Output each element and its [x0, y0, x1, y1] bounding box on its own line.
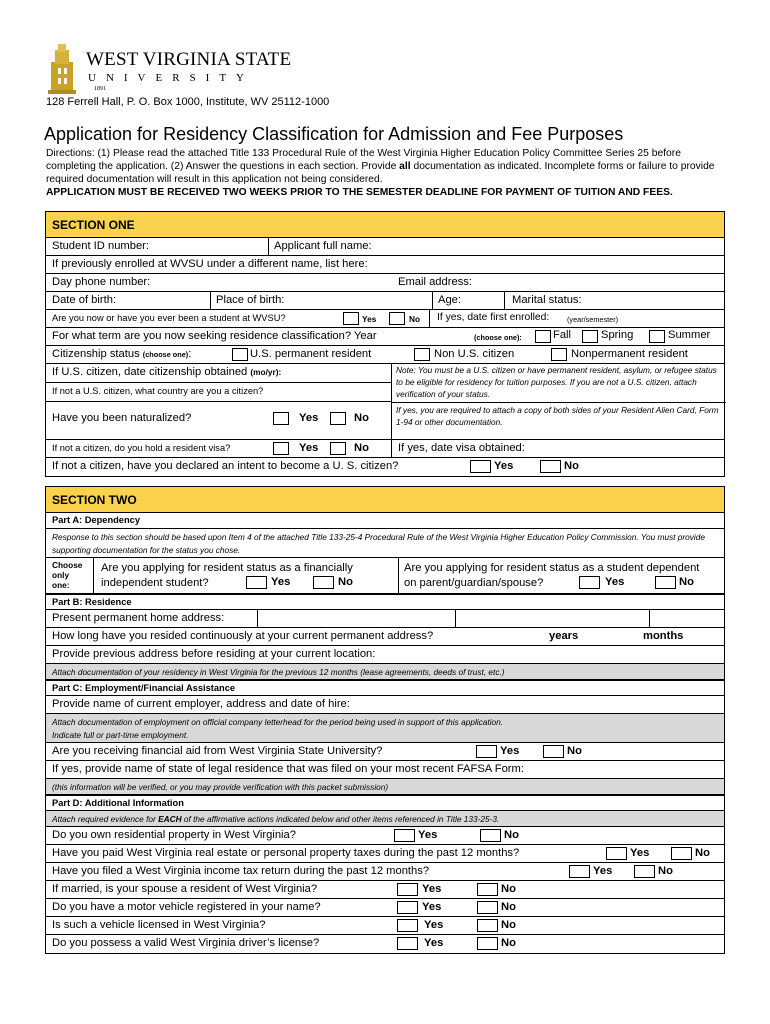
- fafsa-question: If yes, provide name of state of legal residence that was filed on your most recent FAFSA Form:: [52, 763, 524, 775]
- country-cell: [46, 383, 391, 402]
- country-question: If not a U.S. citizen, what country are you a citizen?: [52, 386, 264, 396]
- part-d-note-row: [46, 811, 724, 827]
- spring-checkbox[interactable]: [582, 330, 598, 343]
- drivers-license-yes-label: Yes: [424, 937, 444, 949]
- dependent-yes-checkbox[interactable]: [579, 576, 600, 589]
- income-tax-question: Have you filed a West Virginia income tax return during the past 12 months?: [52, 865, 430, 877]
- dependent-question-line1: Are you applying for resident status as a student dependent: [404, 562, 700, 574]
- fall-checkbox[interactable]: [535, 330, 551, 343]
- pob-label: Place of birth:: [216, 294, 285, 306]
- tower-logo-icon: [48, 44, 78, 96]
- row-prev-address: [46, 646, 724, 664]
- row-wvsu-student: [46, 310, 724, 328]
- non-us-checkbox[interactable]: [414, 348, 430, 361]
- financial-aid-yes-checkbox[interactable]: [476, 745, 497, 758]
- naturalized-cell: [46, 402, 391, 440]
- wvsu-yes-checkbox[interactable]: [343, 312, 359, 325]
- drivers-license-yes-checkbox[interactable]: [397, 937, 418, 950]
- vehicle-licensed-yes-checkbox[interactable]: [397, 919, 418, 932]
- row-employer: [46, 696, 724, 714]
- intent-no-checkbox[interactable]: [540, 460, 561, 473]
- logo-year: 1891: [94, 86, 106, 92]
- spouse-no-checkbox[interactable]: [477, 883, 498, 896]
- part-b-note: Attach documentation of your residency in West Virginia for the previous 12 months (lease agreements, deeds of trust, etc.): [52, 667, 505, 677]
- financial-aid-no-checkbox[interactable]: [543, 745, 564, 758]
- row-intent: [46, 458, 724, 476]
- spring-label: Spring: [601, 329, 634, 341]
- row-vehicle-licensed: [46, 917, 724, 935]
- marital-label: Marital status:: [512, 294, 582, 306]
- visa-date-label: If yes, date visa obtained:: [398, 442, 525, 454]
- naturalized-no-checkbox[interactable]: [330, 412, 346, 425]
- vehicle-yes-checkbox[interactable]: [397, 901, 418, 914]
- row-how-long: [46, 628, 724, 646]
- part-a-row: [46, 513, 724, 529]
- deadline-notice: APPLICATION MUST BE RECEIVED TWO WEEKS PRIOR TO THE SEMESTER DEADLINE FOR PAYMENT OF TUITION AND FEES.: [46, 187, 673, 198]
- row-prev-name: [46, 256, 724, 274]
- row-perm-address: [46, 610, 724, 628]
- part-a-heading: Part A: Dependency: [52, 515, 140, 525]
- part-b-note-row: [46, 664, 724, 680]
- spouse-yes-label: Yes: [422, 883, 442, 895]
- taxes-question: Have you paid West Virginia real estate or personal property taxes during the past 12 months?: [52, 847, 520, 859]
- row-citizenship: [46, 346, 724, 364]
- intent-question: If not a citizen, have you declared an intent to become a U. S. citizen?: [52, 460, 399, 472]
- prev-address-label: Provide previous address before residing at your current location:: [52, 648, 376, 660]
- page-title: Application for Residency Classification for Admission and Fee Purposes: [44, 124, 624, 144]
- nonpermanent-checkbox[interactable]: [551, 348, 567, 361]
- section-two: [45, 486, 725, 954]
- section-one: [45, 211, 725, 477]
- financial-aid-no-label: No: [567, 745, 582, 757]
- naturalized-note: If yes, you are required to attach a copy of both sides of your Resident Alien Card, Form 1-94 or other documentation.: [396, 405, 719, 427]
- part-a-note: Response to this section should be based upon Item 4 of the attached Title 133-25-4 Procedural Rule of the West Virginia Higher Education Policy Commission. You must provide supporting documentation for the status you chose.: [52, 532, 705, 555]
- email-label: Email address:: [398, 276, 472, 288]
- row-birth: [46, 292, 724, 310]
- dependent-no-checkbox[interactable]: [655, 576, 676, 589]
- vehicle-yes-label: Yes: [422, 901, 442, 913]
- property-yes-checkbox[interactable]: [394, 829, 415, 842]
- citizenship-details: [46, 364, 724, 440]
- us-date-cell: [46, 364, 391, 383]
- fall-label: Fall: [553, 329, 572, 341]
- taxes-no-label: No: [695, 847, 710, 859]
- dependency-choices: [46, 558, 724, 594]
- choose-only-one: Choose only one:: [52, 560, 83, 590]
- wvsu-no-checkbox[interactable]: [389, 312, 405, 325]
- vehicle-question: Do you have a motor vehicle registered in your name?: [52, 901, 321, 913]
- independent-no-checkbox[interactable]: [313, 576, 334, 589]
- income-tax-yes-label: Yes: [593, 865, 613, 877]
- spouse-yes-checkbox[interactable]: [397, 883, 418, 896]
- part-d-row: [46, 795, 724, 811]
- taxes-yes-checkbox[interactable]: [606, 847, 627, 860]
- full-name-label: Applicant full name:: [274, 240, 372, 252]
- university-logo: [48, 44, 292, 96]
- us-permanent-label: U.S. permanent resident: [250, 348, 372, 360]
- day-phone-label: Day phone number:: [52, 276, 151, 288]
- nonpermanent-label: Nonpermanent resident: [571, 348, 688, 360]
- independent-question-line2: independent student?: [101, 577, 209, 589]
- part-d-heading: Part D: Additional Information: [52, 798, 184, 808]
- property-question: Do you own residential property in West Virginia?: [52, 829, 296, 841]
- vehicle-licensed-no-label: No: [501, 919, 516, 931]
- summer-label: Summer: [668, 329, 711, 341]
- citizenship-label: Citizenship status (choose one):: [52, 348, 192, 360]
- naturalized-yes-checkbox[interactable]: [273, 412, 289, 425]
- wvsu-student-question: Are you now or have you ever been a student at WVSU?: [52, 313, 286, 323]
- independent-yes-checkbox[interactable]: [246, 576, 267, 589]
- row-property: [46, 827, 724, 845]
- row-financial-aid: [46, 743, 724, 761]
- logo-name: WEST VIRGINIA STATE: [86, 49, 292, 70]
- taxes-yes-label: Yes: [630, 847, 650, 859]
- dependent-question-line2: on parent/guardian/spouse?: [404, 577, 544, 589]
- row-phone-email: [46, 274, 724, 292]
- term-question: For what term are you now seeking residence classification? Year: [52, 330, 377, 342]
- part-c-note: Attach documentation of employment on official company letterhead for the period being used in support of this application. Indicate full or part-time employment.: [52, 717, 504, 740]
- summer-checkbox[interactable]: [649, 330, 665, 343]
- date-first-enrolled-label: If yes, date first enrolled:: [437, 312, 550, 323]
- row-term: [46, 328, 724, 346]
- property-yes-label: Yes: [418, 829, 438, 841]
- row-vehicle: [46, 899, 724, 917]
- intent-yes-checkbox[interactable]: [470, 460, 491, 473]
- us-date-label: If U.S. citizen, date citizenship obtained (mo/yr):: [52, 366, 282, 378]
- logo-subtitle: UNIVERSITY: [88, 72, 254, 84]
- part-c-note-row: [46, 714, 724, 743]
- income-tax-no-label: No: [658, 865, 673, 877]
- vehicle-licensed-yes-label: Yes: [424, 919, 444, 931]
- naturalized-question: Have you been naturalized?: [52, 412, 192, 424]
- vehicle-licensed-question: Is such a vehicle licensed in West Virginia?: [52, 919, 266, 931]
- intent-yes-label: Yes: [494, 460, 514, 472]
- financial-aid-yes-label: Yes: [500, 745, 520, 757]
- vehicle-no-checkbox[interactable]: [477, 901, 498, 914]
- student-id-label: Student ID number:: [52, 240, 150, 252]
- fafsa-note: (this information will be verified, or you may provide verification with this packet submission): [52, 782, 389, 792]
- drivers-license-no-label: No: [501, 937, 516, 949]
- visa-yes-checkbox[interactable]: [273, 442, 289, 455]
- non-us-label: Non U.S. citizen: [434, 348, 515, 360]
- drivers-license-question: Do you possess a valid West Virginia driver’s license?: [52, 937, 320, 949]
- us-permanent-checkbox[interactable]: [232, 348, 248, 361]
- spouse-no-label: No: [501, 883, 516, 895]
- visa-no-checkbox[interactable]: [330, 442, 346, 455]
- naturalized-no-label: No: [354, 412, 369, 424]
- part-c-heading: Part C: Employment/Financial Assistance: [52, 683, 236, 693]
- vehicle-licensed-no-checkbox[interactable]: [477, 919, 498, 932]
- wvsu-no-label: No: [409, 314, 421, 324]
- university-address: 128 Ferrell Hall, P. O. Box 1000, Institute, WV 25112-1000: [46, 96, 330, 108]
- independent-no-label: No: [338, 576, 353, 588]
- prev-name-label: If previously enrolled at WVSU under a different name, list here:: [52, 258, 368, 270]
- spouse-question: If married, is your spouse a resident of West Virginia?: [52, 883, 318, 895]
- row-fafsa: [46, 761, 724, 779]
- drivers-license-no-checkbox[interactable]: [477, 937, 498, 950]
- directions: Directions: (1) Please read the attached Title 133 Procedural Rule of the West Virginia Higher Education Policy Committee Series 25 before completing the application. (2) Answer the questions in each section. Provide all documentation as indicated. Incomplete forms or failure to provide required documentation will result in this application not being considered. APPLICATION MUST BE RECEIVED TWO WEEKS PRIOR TO THE SEMESTER DEADLINE FOR PAYMENT OF TUITION AND FEES.: [46, 148, 715, 198]
- months-label: months: [643, 630, 684, 642]
- part-b-row: [46, 594, 724, 610]
- independent-yes-label: Yes: [271, 576, 291, 588]
- naturalized-yes-label: Yes: [299, 412, 319, 424]
- part-a-note-row: [46, 529, 724, 558]
- term-choose-one: (choose one):: [474, 333, 522, 342]
- fafsa-note-row: [46, 779, 724, 795]
- visa-no-label: No: [354, 442, 369, 454]
- section-one-heading: SECTION ONE: [46, 212, 724, 238]
- row-visa: [46, 440, 724, 458]
- row-id-name: [46, 238, 724, 256]
- taxes-no-checkbox[interactable]: [671, 847, 692, 860]
- vehicle-no-label: No: [501, 901, 516, 913]
- intent-no-label: No: [564, 460, 579, 472]
- dob-label: Date of birth:: [52, 294, 117, 306]
- row-income-tax: [46, 863, 724, 881]
- row-taxes: [46, 845, 724, 863]
- employer-label: Provide name of current employer, address and date of hire:: [52, 698, 350, 710]
- property-no-label: No: [504, 829, 519, 841]
- visa-yes-label: Yes: [299, 442, 319, 454]
- income-tax-no-checkbox[interactable]: [634, 865, 655, 878]
- income-tax-yes-checkbox[interactable]: [569, 865, 590, 878]
- dependent-yes-label: Yes: [605, 576, 625, 588]
- financial-aid-question: Are you receiving financial aid from West Virginia State University?: [52, 745, 383, 757]
- note-divider: [391, 402, 726, 403]
- citizen-note: Note: You must be a U.S. citizen or have permanent resident, asylum, or refugee status to be eligible for residency for tuition purposes. If you are not a U.S. citizen, attach verification of your status.: [396, 365, 717, 399]
- years-label: years: [549, 630, 579, 642]
- part-b-heading: Part B: Residence: [52, 597, 132, 607]
- visa-question: If not a citizen, do you hold a resident visa?: [52, 443, 231, 453]
- row-spouse: [46, 881, 724, 899]
- age-label: Age:: [438, 294, 462, 306]
- date-first-hint: (year/semester): [567, 315, 619, 324]
- dependent-no-label: No: [679, 576, 694, 588]
- part-d-note: Attach required evidence for EACH of the affirmative actions indicated below and other items referenced in Title 133-25-3.: [52, 814, 500, 824]
- perm-address-label: Present permanent home address:: [52, 612, 225, 624]
- section-two-heading: SECTION TWO: [46, 487, 724, 513]
- how-long-question: How long have you resided continuously at your current permanent address?: [52, 630, 434, 642]
- wvsu-yes-label: Yes: [362, 314, 377, 324]
- independent-question-line1: Are you applying for resident status as a financially: [101, 562, 353, 574]
- part-c-row: [46, 680, 724, 696]
- row-drivers-license: [46, 935, 724, 953]
- property-no-checkbox[interactable]: [480, 829, 501, 842]
